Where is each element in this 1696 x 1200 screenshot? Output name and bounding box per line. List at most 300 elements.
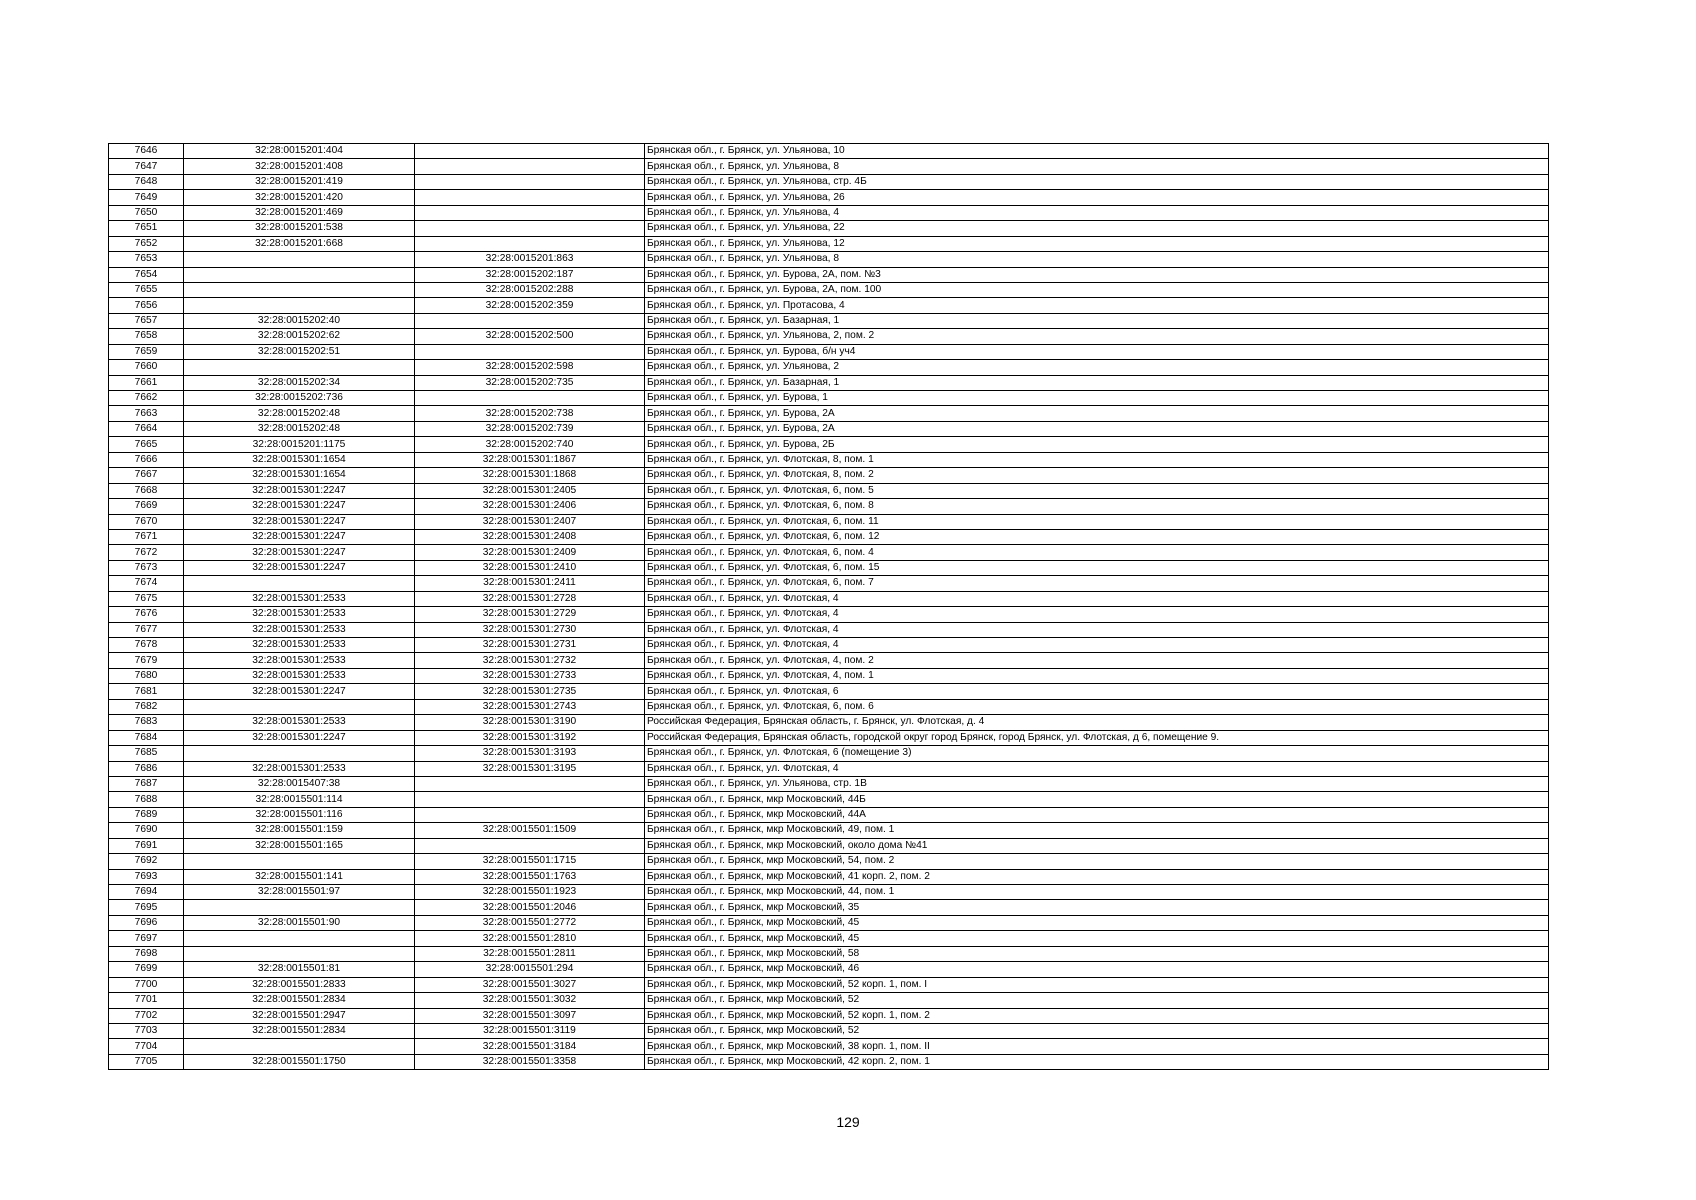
row-number-cell: 7701 bbox=[109, 993, 184, 1008]
building-cadastral-number-cell: 32:28:0015301:2732 bbox=[415, 653, 645, 668]
row-number-cell: 7668 bbox=[109, 483, 184, 498]
building-cadastral-number-cell bbox=[415, 190, 645, 205]
address-cell: Брянская обл., г. Брянск, ул. Флотская, 4, пом. 2 bbox=[645, 653, 1549, 668]
building-cadastral-number-cell bbox=[415, 391, 645, 406]
address-cell: Брянская обл., г. Брянск, ул. Флотская, 4 bbox=[645, 761, 1549, 776]
table-row bbox=[109, 668, 1549, 683]
building-cadastral-number-cell: 32:28:0015301:2731 bbox=[415, 638, 645, 653]
table-row bbox=[109, 499, 1549, 514]
address-cell: Брянская обл., г. Брянск, мкр Московский, 38 корп. 1, пом. II bbox=[645, 1039, 1549, 1054]
land-cadastral-number-cell bbox=[184, 946, 415, 961]
land-cadastral-number-cell bbox=[184, 252, 415, 267]
row-number-cell: 7660 bbox=[109, 360, 184, 375]
building-cadastral-number-cell: 32:28:0015201:863 bbox=[415, 252, 645, 267]
row-number-cell: 7698 bbox=[109, 946, 184, 961]
land-cadastral-number-cell bbox=[184, 576, 415, 591]
table-row bbox=[109, 483, 1549, 498]
table-row bbox=[109, 391, 1549, 406]
building-cadastral-number-cell: 32:28:0015501:3032 bbox=[415, 993, 645, 1008]
address-cell: Брянская обл., г. Брянск, мкр Московский, 52 bbox=[645, 993, 1549, 1008]
table-row bbox=[109, 730, 1549, 745]
land-cadastral-number-cell: 32:28:0015301:2247 bbox=[184, 514, 415, 529]
address-cell: Брянская обл., г. Брянск, мкр Московский, 44Б bbox=[645, 792, 1549, 807]
row-number-cell: 7682 bbox=[109, 699, 184, 714]
land-cadastral-number-cell: 32:28:0015301:2247 bbox=[184, 730, 415, 745]
building-cadastral-number-cell bbox=[415, 144, 645, 159]
row-number-cell: 7662 bbox=[109, 391, 184, 406]
land-cadastral-number-cell: 32:28:0015301:2533 bbox=[184, 638, 415, 653]
row-number-cell: 7693 bbox=[109, 869, 184, 884]
row-number-cell: 7667 bbox=[109, 468, 184, 483]
row-number-cell: 7696 bbox=[109, 915, 184, 930]
table-row bbox=[109, 252, 1549, 267]
land-cadastral-number-cell bbox=[184, 900, 415, 915]
table-row bbox=[109, 313, 1549, 328]
row-number-cell: 7663 bbox=[109, 406, 184, 421]
building-cadastral-number-cell bbox=[415, 344, 645, 359]
table-row bbox=[109, 468, 1549, 483]
row-number-cell: 7651 bbox=[109, 221, 184, 236]
row-number-cell: 7672 bbox=[109, 545, 184, 560]
building-cadastral-number-cell: 32:28:0015301:1868 bbox=[415, 468, 645, 483]
land-cadastral-number-cell bbox=[184, 746, 415, 761]
building-cadastral-number-cell: 32:28:0015501:1763 bbox=[415, 869, 645, 884]
land-cadastral-number-cell: 32:28:0015301:2533 bbox=[184, 591, 415, 606]
table-row bbox=[109, 406, 1549, 421]
address-cell: Брянская обл., г. Брянск, ул. Ульянова, 2 bbox=[645, 360, 1549, 375]
building-cadastral-number-cell: 32:28:0015501:2772 bbox=[415, 915, 645, 930]
address-cell: Брянская обл., г. Брянск, ул. Бурова, 2А, пом. 100 bbox=[645, 282, 1549, 297]
row-number-cell: 7655 bbox=[109, 282, 184, 297]
table-row bbox=[109, 962, 1549, 977]
table-row bbox=[109, 869, 1549, 884]
address-cell: Брянская обл., г. Брянск, ул. Ульянова, 4 bbox=[645, 205, 1549, 220]
address-cell: Брянская обл., г. Брянск, ул. Флотская, 8, пом. 1 bbox=[645, 452, 1549, 467]
table-row bbox=[109, 205, 1549, 220]
address-cell: Российская Федерация, Брянская область, городской округ город Брянск, город Брянск, ул. Флотская, д 6, помещение 9. bbox=[645, 730, 1549, 745]
table-row bbox=[109, 622, 1549, 637]
land-cadastral-number-cell: 32:28:0015501:116 bbox=[184, 807, 415, 822]
building-cadastral-number-cell: 32:28:0015501:2811 bbox=[415, 946, 645, 961]
row-number-cell: 7690 bbox=[109, 823, 184, 838]
row-number-cell: 7685 bbox=[109, 746, 184, 761]
address-cell: Брянская обл., г. Брянск, мкр Московский, 52 bbox=[645, 1023, 1549, 1038]
land-cadastral-number-cell: 32:28:0015301:2247 bbox=[184, 684, 415, 699]
table-row bbox=[109, 144, 1549, 159]
table-row bbox=[109, 174, 1549, 189]
row-number-cell: 7670 bbox=[109, 514, 184, 529]
table-row bbox=[109, 1023, 1549, 1038]
building-cadastral-number-cell: 32:28:0015501:3097 bbox=[415, 1008, 645, 1023]
building-cadastral-number-cell: 32:28:0015202:598 bbox=[415, 360, 645, 375]
address-cell: Брянская обл., г. Брянск, ул. Флотская, 6 bbox=[645, 684, 1549, 699]
land-cadastral-number-cell: 32:28:0015301:1654 bbox=[184, 452, 415, 467]
building-cadastral-number-cell bbox=[415, 221, 645, 236]
row-number-cell: 7697 bbox=[109, 931, 184, 946]
row-number-cell: 7705 bbox=[109, 1054, 184, 1069]
building-cadastral-number-cell: 32:28:0015301:3190 bbox=[415, 715, 645, 730]
building-cadastral-number-cell bbox=[415, 838, 645, 853]
building-cadastral-number-cell bbox=[415, 313, 645, 328]
row-number-cell: 7676 bbox=[109, 607, 184, 622]
land-cadastral-number-cell bbox=[184, 267, 415, 282]
table-row bbox=[109, 915, 1549, 930]
building-cadastral-number-cell: 32:28:0015301:2730 bbox=[415, 622, 645, 637]
row-number-cell: 7684 bbox=[109, 730, 184, 745]
row-number-cell: 7687 bbox=[109, 776, 184, 791]
row-number-cell: 7665 bbox=[109, 437, 184, 452]
land-cadastral-number-cell bbox=[184, 699, 415, 714]
address-cell: Брянская обл., г. Брянск, мкр Московский, 41 корп. 2, пом. 2 bbox=[645, 869, 1549, 884]
address-cell: Брянская обл., г. Брянск, ул. Протасова, 4 bbox=[645, 298, 1549, 313]
row-number-cell: 7647 bbox=[109, 159, 184, 174]
table-row bbox=[109, 221, 1549, 236]
address-cell: Брянская обл., г. Брянск, ул. Ульянова, стр. 1В bbox=[645, 776, 1549, 791]
row-number-cell: 7694 bbox=[109, 885, 184, 900]
land-cadastral-number-cell bbox=[184, 1039, 415, 1054]
row-number-cell: 7692 bbox=[109, 854, 184, 869]
building-cadastral-number-cell: 32:28:0015202:739 bbox=[415, 421, 645, 436]
table-row bbox=[109, 838, 1549, 853]
row-number-cell: 7683 bbox=[109, 715, 184, 730]
building-cadastral-number-cell: 32:28:0015202:288 bbox=[415, 282, 645, 297]
table-row bbox=[109, 823, 1549, 838]
building-cadastral-number-cell: 32:28:0015501:1715 bbox=[415, 854, 645, 869]
land-cadastral-number-cell: 32:28:0015301:2533 bbox=[184, 622, 415, 637]
land-cadastral-number-cell: 32:28:0015202:736 bbox=[184, 391, 415, 406]
row-number-cell: 7648 bbox=[109, 174, 184, 189]
land-cadastral-number-cell: 32:28:0015501:2834 bbox=[184, 1023, 415, 1038]
table-row bbox=[109, 329, 1549, 344]
row-number-cell: 7699 bbox=[109, 962, 184, 977]
building-cadastral-number-cell: 32:28:0015301:2409 bbox=[415, 545, 645, 560]
land-cadastral-number-cell: 32:28:0015201:469 bbox=[184, 205, 415, 220]
address-cell: Брянская обл., г. Брянск, ул. Бурова, 2А bbox=[645, 406, 1549, 421]
building-cadastral-number-cell: 32:28:0015202:500 bbox=[415, 329, 645, 344]
row-number-cell: 7703 bbox=[109, 1023, 184, 1038]
table-row bbox=[109, 684, 1549, 699]
row-number-cell: 7674 bbox=[109, 576, 184, 591]
table-row bbox=[109, 514, 1549, 529]
address-cell: Российская Федерация, Брянская область, г. Брянск, ул. Флотская, д. 4 bbox=[645, 715, 1549, 730]
building-cadastral-number-cell: 32:28:0015301:2408 bbox=[415, 529, 645, 544]
building-cadastral-number-cell: 32:28:0015501:3027 bbox=[415, 977, 645, 992]
building-cadastral-number-cell: 32:28:0015301:3195 bbox=[415, 761, 645, 776]
building-cadastral-number-cell: 32:28:0015301:2406 bbox=[415, 499, 645, 514]
address-cell: Брянская обл., г. Брянск, ул. Флотская, 4 bbox=[645, 622, 1549, 637]
building-cadastral-number-cell: 32:28:0015202:359 bbox=[415, 298, 645, 313]
row-number-cell: 7691 bbox=[109, 838, 184, 853]
address-cell: Брянская обл., г. Брянск, мкр Московский, 52 корп. 1, пом. I bbox=[645, 977, 1549, 992]
table-row bbox=[109, 529, 1549, 544]
table-row bbox=[109, 993, 1549, 1008]
land-cadastral-number-cell: 32:28:0015501:2834 bbox=[184, 993, 415, 1008]
land-cadastral-number-cell: 32:28:0015501:2947 bbox=[184, 1008, 415, 1023]
row-number-cell: 7653 bbox=[109, 252, 184, 267]
table-row bbox=[109, 452, 1549, 467]
address-cell: Брянская обл., г. Брянск, ул. Флотская, 6 (помещение 3) bbox=[645, 746, 1549, 761]
building-cadastral-number-cell: 32:28:0015202:187 bbox=[415, 267, 645, 282]
row-number-cell: 7686 bbox=[109, 761, 184, 776]
registry-table-body bbox=[109, 144, 1549, 1070]
building-cadastral-number-cell: 32:28:0015301:2743 bbox=[415, 699, 645, 714]
building-cadastral-number-cell: 32:28:0015501:1923 bbox=[415, 885, 645, 900]
address-cell: Брянская обл., г. Брянск, ул. Бурова, 2А, пом. №3 bbox=[645, 267, 1549, 282]
land-cadastral-number-cell bbox=[184, 360, 415, 375]
land-cadastral-number-cell: 32:28:0015501:165 bbox=[184, 838, 415, 853]
building-cadastral-number-cell: 32:28:0015202:738 bbox=[415, 406, 645, 421]
address-cell: Брянская обл., г. Брянск, ул. Ульянова, стр. 4Б bbox=[645, 174, 1549, 189]
land-cadastral-number-cell: 32:28:0015301:2533 bbox=[184, 715, 415, 730]
row-number-cell: 7700 bbox=[109, 977, 184, 992]
table-row bbox=[109, 900, 1549, 915]
row-number-cell: 7656 bbox=[109, 298, 184, 313]
row-number-cell: 7658 bbox=[109, 329, 184, 344]
table-row bbox=[109, 715, 1549, 730]
table-row bbox=[109, 298, 1549, 313]
row-number-cell: 7657 bbox=[109, 313, 184, 328]
land-cadastral-number-cell bbox=[184, 931, 415, 946]
address-cell: Брянская обл., г. Брянск, мкр Московский, 52 корп. 1, пом. 2 bbox=[645, 1008, 1549, 1023]
building-cadastral-number-cell bbox=[415, 205, 645, 220]
address-cell: Брянская обл., г. Брянск, ул. Флотская, 6, пом. 7 bbox=[645, 576, 1549, 591]
table-row bbox=[109, 653, 1549, 668]
row-number-cell: 7677 bbox=[109, 622, 184, 637]
row-number-cell: 7688 bbox=[109, 792, 184, 807]
address-cell: Брянская обл., г. Брянск, ул. Флотская, 4 bbox=[645, 591, 1549, 606]
land-cadastral-number-cell: 32:28:0015201:538 bbox=[184, 221, 415, 236]
table-row bbox=[109, 437, 1549, 452]
address-cell: Брянская обл., г. Брянск, ул. Флотская, 8, пом. 2 bbox=[645, 468, 1549, 483]
table-row bbox=[109, 421, 1549, 436]
building-cadastral-number-cell: 32:28:0015301:2407 bbox=[415, 514, 645, 529]
building-cadastral-number-cell: 32:28:0015501:3358 bbox=[415, 1054, 645, 1069]
address-cell: Брянская обл., г. Брянск, ул. Ульянова, 2, пом. 2 bbox=[645, 329, 1549, 344]
building-cadastral-number-cell: 32:28:0015301:3192 bbox=[415, 730, 645, 745]
row-number-cell: 7664 bbox=[109, 421, 184, 436]
address-cell: Брянская обл., г. Брянск, мкр Московский, 58 bbox=[645, 946, 1549, 961]
address-cell: Брянская обл., г. Брянск, мкр Московский, 35 bbox=[645, 900, 1549, 915]
building-cadastral-number-cell: 32:28:0015301:2411 bbox=[415, 576, 645, 591]
land-cadastral-number-cell: 32:28:0015301:2533 bbox=[184, 653, 415, 668]
table-row bbox=[109, 190, 1549, 205]
land-cadastral-number-cell bbox=[184, 282, 415, 297]
building-cadastral-number-cell: 32:28:0015301:1867 bbox=[415, 452, 645, 467]
table-row bbox=[109, 854, 1549, 869]
building-cadastral-number-cell: 32:28:0015301:3193 bbox=[415, 746, 645, 761]
address-cell: Брянская обл., г. Брянск, ул. Бурова, б/н уч4 bbox=[645, 344, 1549, 359]
address-cell: Брянская обл., г. Брянск, мкр Московский, около дома №41 bbox=[645, 838, 1549, 853]
land-cadastral-number-cell: 32:28:0015501:90 bbox=[184, 915, 415, 930]
row-number-cell: 7673 bbox=[109, 560, 184, 575]
land-cadastral-number-cell: 32:28:0015202:62 bbox=[184, 329, 415, 344]
registry-table bbox=[108, 143, 1549, 1070]
land-cadastral-number-cell: 32:28:0015501:81 bbox=[184, 962, 415, 977]
row-number-cell: 7671 bbox=[109, 529, 184, 544]
address-cell: Брянская обл., г. Брянск, ул. Флотская, 4, пом. 1 bbox=[645, 668, 1549, 683]
table-row bbox=[109, 807, 1549, 822]
building-cadastral-number-cell bbox=[415, 236, 645, 251]
row-number-cell: 7704 bbox=[109, 1039, 184, 1054]
table-row bbox=[109, 885, 1549, 900]
land-cadastral-number-cell: 32:28:0015202:48 bbox=[184, 406, 415, 421]
row-number-cell: 7661 bbox=[109, 375, 184, 390]
land-cadastral-number-cell: 32:28:0015202:34 bbox=[184, 375, 415, 390]
address-cell: Брянская обл., г. Брянск, ул. Флотская, 6, пом. 5 bbox=[645, 483, 1549, 498]
table-row bbox=[109, 545, 1549, 560]
address-cell: Брянская обл., г. Брянск, ул. Флотская, 4 bbox=[645, 607, 1549, 622]
table-row bbox=[109, 360, 1549, 375]
land-cadastral-number-cell: 32:28:0015202:51 bbox=[184, 344, 415, 359]
land-cadastral-number-cell: 32:28:0015407:38 bbox=[184, 776, 415, 791]
address-cell: Брянская обл., г. Брянск, мкр Московский, 44, пом. 1 bbox=[645, 885, 1549, 900]
land-cadastral-number-cell bbox=[184, 298, 415, 313]
table-row bbox=[109, 344, 1549, 359]
land-cadastral-number-cell: 32:28:0015301:2533 bbox=[184, 668, 415, 683]
land-cadastral-number-cell: 32:28:0015301:2247 bbox=[184, 483, 415, 498]
land-cadastral-number-cell: 32:28:0015201:420 bbox=[184, 190, 415, 205]
address-cell: Брянская обл., г. Брянск, ул. Ульянова, 10 bbox=[645, 144, 1549, 159]
address-cell: Брянская обл., г. Брянск, ул. Бурова, 2А bbox=[645, 421, 1549, 436]
address-cell: Брянская обл., г. Брянск, ул. Ульянова, 26 bbox=[645, 190, 1549, 205]
address-cell: Брянская обл., г. Брянск, мкр Московский, 45 bbox=[645, 931, 1549, 946]
row-number-cell: 7680 bbox=[109, 668, 184, 683]
address-cell: Брянская обл., г. Брянск, ул. Флотская, 6, пом. 15 bbox=[645, 560, 1549, 575]
land-cadastral-number-cell: 32:28:0015301:2533 bbox=[184, 607, 415, 622]
land-cadastral-number-cell: 32:28:0015501:2833 bbox=[184, 977, 415, 992]
page-number: 129 bbox=[836, 1114, 860, 1130]
row-number-cell: 7679 bbox=[109, 653, 184, 668]
table-row bbox=[109, 1054, 1549, 1069]
building-cadastral-number-cell: 32:28:0015301:2410 bbox=[415, 560, 645, 575]
address-cell: Брянская обл., г. Брянск, мкр Московский, 49, пом. 1 bbox=[645, 823, 1549, 838]
building-cadastral-number-cell: 32:28:0015202:740 bbox=[415, 437, 645, 452]
land-cadastral-number-cell: 32:28:0015202:40 bbox=[184, 313, 415, 328]
table-row bbox=[109, 761, 1549, 776]
building-cadastral-number-cell bbox=[415, 174, 645, 189]
table-row bbox=[109, 282, 1549, 297]
address-cell: Брянская обл., г. Брянск, ул. Флотская, 6, пом. 12 bbox=[645, 529, 1549, 544]
address-cell: Брянская обл., г. Брянск, ул. Ульянова, 12 bbox=[645, 236, 1549, 251]
address-cell: Брянская обл., г. Брянск, ул. Базарная, 1 bbox=[645, 375, 1549, 390]
table-row bbox=[109, 267, 1549, 282]
land-cadastral-number-cell: 32:28:0015202:48 bbox=[184, 421, 415, 436]
table-row bbox=[109, 931, 1549, 946]
table-row bbox=[109, 591, 1549, 606]
row-number-cell: 7659 bbox=[109, 344, 184, 359]
row-number-cell: 7675 bbox=[109, 591, 184, 606]
land-cadastral-number-cell: 32:28:0015501:159 bbox=[184, 823, 415, 838]
land-cadastral-number-cell: 32:28:0015201:668 bbox=[184, 236, 415, 251]
table-row bbox=[109, 746, 1549, 761]
address-cell: Брянская обл., г. Брянск, мкр Московский, 42 корп. 2, пом. 1 bbox=[645, 1054, 1549, 1069]
table-row bbox=[109, 1039, 1549, 1054]
land-cadastral-number-cell: 32:28:0015301:2247 bbox=[184, 560, 415, 575]
address-cell: Брянская обл., г. Брянск, ул. Флотская, 6, пом. 8 bbox=[645, 499, 1549, 514]
address-cell: Брянская обл., г. Брянск, мкр Московский, 45 bbox=[645, 915, 1549, 930]
table-row bbox=[109, 946, 1549, 961]
address-cell: Брянская обл., г. Брянск, ул. Флотская, 6, пом. 11 bbox=[645, 514, 1549, 529]
address-cell: Брянская обл., г. Брянск, ул. Ульянова, 22 bbox=[645, 221, 1549, 236]
table-row bbox=[109, 576, 1549, 591]
building-cadastral-number-cell: 32:28:0015501:2810 bbox=[415, 931, 645, 946]
address-cell: Брянская обл., г. Брянск, ул. Флотская, 6, пом. 6 bbox=[645, 699, 1549, 714]
building-cadastral-number-cell bbox=[415, 807, 645, 822]
building-cadastral-number-cell: 32:28:0015501:3184 bbox=[415, 1039, 645, 1054]
address-cell: Брянская обл., г. Брянск, мкр Московский, 44А bbox=[645, 807, 1549, 822]
address-cell: Брянская обл., г. Брянск, ул. Флотская, 4 bbox=[645, 638, 1549, 653]
row-number-cell: 7650 bbox=[109, 205, 184, 220]
building-cadastral-number-cell: 32:28:0015501:1509 bbox=[415, 823, 645, 838]
table-row bbox=[109, 607, 1549, 622]
land-cadastral-number-cell: 32:28:0015501:141 bbox=[184, 869, 415, 884]
table-row bbox=[109, 560, 1549, 575]
building-cadastral-number-cell: 32:28:0015301:2728 bbox=[415, 591, 645, 606]
building-cadastral-number-cell: 32:28:0015202:735 bbox=[415, 375, 645, 390]
table-row bbox=[109, 375, 1549, 390]
table-row bbox=[109, 977, 1549, 992]
building-cadastral-number-cell: 32:28:0015301:2735 bbox=[415, 684, 645, 699]
building-cadastral-number-cell: 32:28:0015501:3119 bbox=[415, 1023, 645, 1038]
building-cadastral-number-cell: 32:28:0015301:2405 bbox=[415, 483, 645, 498]
land-cadastral-number-cell: 32:28:0015201:404 bbox=[184, 144, 415, 159]
land-cadastral-number-cell: 32:28:0015301:2247 bbox=[184, 499, 415, 514]
address-cell: Брянская обл., г. Брянск, ул. Бурова, 1 bbox=[645, 391, 1549, 406]
building-cadastral-number-cell bbox=[415, 792, 645, 807]
address-cell: Брянская обл., г. Брянск, мкр Московский, 54, пом. 2 bbox=[645, 854, 1549, 869]
row-number-cell: 7689 bbox=[109, 807, 184, 822]
address-cell: Брянская обл., г. Брянск, ул. Ульянова, 8 bbox=[645, 252, 1549, 267]
land-cadastral-number-cell: 32:28:0015301:2247 bbox=[184, 529, 415, 544]
land-cadastral-number-cell bbox=[184, 854, 415, 869]
address-cell: Брянская обл., г. Брянск, ул. Базарная, 1 bbox=[645, 313, 1549, 328]
row-number-cell: 7666 bbox=[109, 452, 184, 467]
land-cadastral-number-cell: 32:28:0015501:114 bbox=[184, 792, 415, 807]
row-number-cell: 7702 bbox=[109, 1008, 184, 1023]
building-cadastral-number-cell bbox=[415, 159, 645, 174]
table-row bbox=[109, 699, 1549, 714]
land-cadastral-number-cell: 32:28:0015301:2247 bbox=[184, 545, 415, 560]
row-number-cell: 7652 bbox=[109, 236, 184, 251]
row-number-cell: 7649 bbox=[109, 190, 184, 205]
row-number-cell: 7678 bbox=[109, 638, 184, 653]
address-cell: Брянская обл., г. Брянск, мкр Московский, 46 bbox=[645, 962, 1549, 977]
row-number-cell: 7681 bbox=[109, 684, 184, 699]
land-cadastral-number-cell: 32:28:0015501:1750 bbox=[184, 1054, 415, 1069]
building-cadastral-number-cell: 32:28:0015301:2729 bbox=[415, 607, 645, 622]
building-cadastral-number-cell: 32:28:0015301:2733 bbox=[415, 668, 645, 683]
building-cadastral-number-cell bbox=[415, 776, 645, 791]
table-row bbox=[109, 159, 1549, 174]
land-cadastral-number-cell: 32:28:0015201:419 bbox=[184, 174, 415, 189]
row-number-cell: 7654 bbox=[109, 267, 184, 282]
building-cadastral-number-cell: 32:28:0015501:2046 bbox=[415, 900, 645, 915]
land-cadastral-number-cell: 32:28:0015501:97 bbox=[184, 885, 415, 900]
table-row bbox=[109, 1008, 1549, 1023]
table-row bbox=[109, 236, 1549, 251]
row-number-cell: 7695 bbox=[109, 900, 184, 915]
land-cadastral-number-cell: 32:28:0015301:1654 bbox=[184, 468, 415, 483]
table-row bbox=[109, 792, 1549, 807]
row-number-cell: 7646 bbox=[109, 144, 184, 159]
land-cadastral-number-cell: 32:28:0015201:408 bbox=[184, 159, 415, 174]
building-cadastral-number-cell: 32:28:0015501:294 bbox=[415, 962, 645, 977]
address-cell: Брянская обл., г. Брянск, ул. Бурова, 2Б bbox=[645, 437, 1549, 452]
row-number-cell: 7669 bbox=[109, 499, 184, 514]
address-cell: Брянская обл., г. Брянск, ул. Ульянова, 8 bbox=[645, 159, 1549, 174]
land-cadastral-number-cell: 32:28:0015201:1175 bbox=[184, 437, 415, 452]
table-row bbox=[109, 638, 1549, 653]
